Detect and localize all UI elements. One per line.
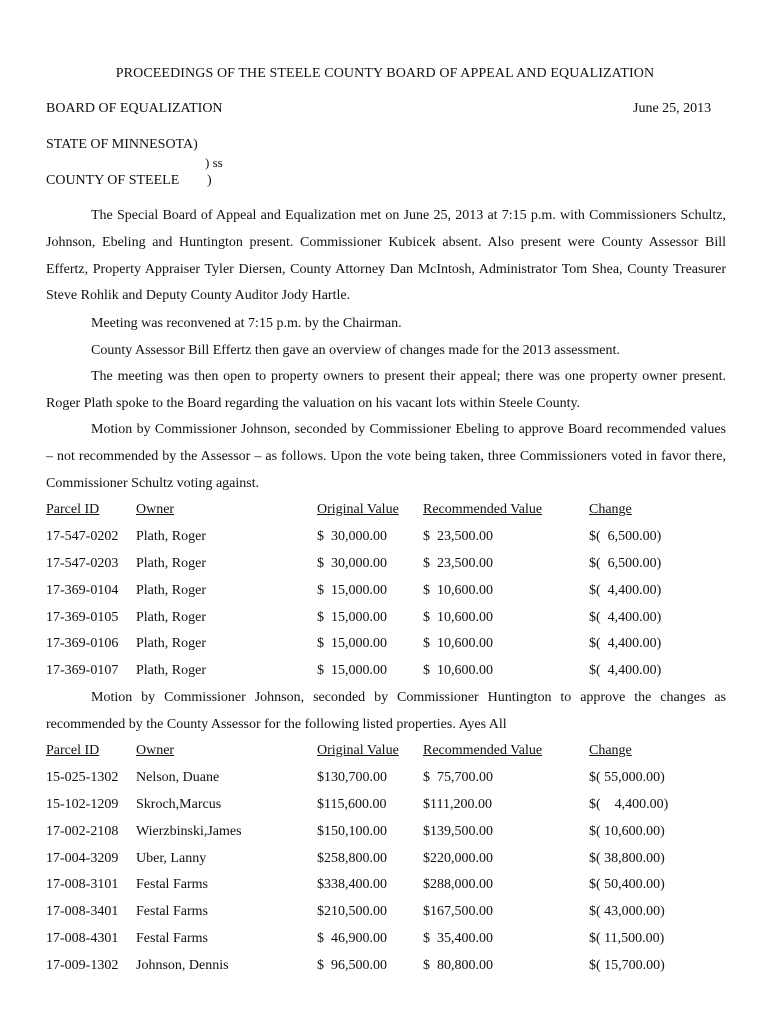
table-row (46, 577, 679, 604)
parcel-id-cell: 17-008-4301 (46, 930, 119, 946)
change-cell: $( 4,400.00) (589, 609, 662, 625)
parcel-id-cell: 17-004-3209 (46, 850, 119, 866)
parcel-id-cell: 17-369-0107 (46, 663, 119, 679)
venue-state: STATE OF MINNESOTA) (46, 137, 198, 152)
original-value-cell: $130,700.00 (317, 770, 387, 786)
col-recommended-value: Recommended Value (423, 743, 543, 759)
table-row (46, 926, 679, 953)
table-row (46, 845, 679, 872)
table-row (46, 631, 679, 658)
original-value-cell: $258,800.00 (317, 850, 387, 866)
assessor-recommended-table (46, 738, 679, 979)
parcel-id-cell: 15-102-1209 (46, 796, 119, 812)
original-value-cell: $ 30,000.00 (317, 555, 387, 571)
recommended-value-cell: $ 75,700.00 (423, 770, 493, 786)
motion2-paragraph (46, 685, 726, 739)
parcel-id-cell: 17-369-0106 (46, 636, 119, 652)
venue-ss: ) ss (205, 155, 223, 170)
change-cell: $( 43,000.00) (589, 904, 665, 920)
table-row (46, 818, 679, 845)
assessor-recommended-rows (46, 765, 679, 979)
change-cell: $( 38,800.00) (589, 850, 665, 866)
parcel-id-cell: 15-025-1302 (46, 770, 119, 786)
original-value-cell: $150,100.00 (317, 823, 387, 839)
original-value-cell: $ 15,000.00 (317, 609, 387, 625)
owner-cell: Wierzbinski,James (136, 823, 242, 839)
table-row (46, 872, 679, 899)
parcel-id-cell: 17-369-0105 (46, 609, 119, 625)
open-paragraph (46, 364, 726, 418)
venue-county-paren: ) (207, 173, 212, 188)
original-value-cell: $ 15,000.00 (317, 636, 387, 652)
original-value-cell: $ 30,000.00 (317, 529, 387, 545)
motion1-text: Motion by Commissioner Johnson, seconded by Commissioner Ebeling to approve Board recommended values – not recommended by the Assessor – as follows. Upon the vote being taken, three Commissioners voted in favor there, Commissioner Schultz voting against. (46, 422, 726, 491)
motion2-text: Motion by Commissioner Johnson, seconded by Commissioner Huntington to approve the changes as recommended by the County Assessor for the following listed properties. Ayes All (46, 690, 726, 732)
table-row (46, 952, 679, 979)
parcel-id-cell: 17-547-0202 (46, 529, 119, 545)
change-cell: $( 4,400.00) (589, 582, 662, 598)
owner-cell: Plath, Roger (136, 529, 206, 545)
col-change: Change (589, 502, 632, 518)
change-cell: $( 11,500.00) (589, 930, 665, 946)
owner-cell: Plath, Roger (136, 582, 206, 598)
parcel-id-cell: 17-008-3101 (46, 877, 119, 893)
parcel-id-cell: 17-009-1302 (46, 957, 119, 973)
recommended-value-cell: $167,500.00 (423, 904, 493, 920)
recommended-value-cell: $139,500.00 (423, 823, 493, 839)
recommended-value-cell: $ 80,800.00 (423, 957, 493, 973)
owner-cell: Festal Farms (136, 930, 208, 946)
original-value-cell: $115,600.00 (317, 796, 387, 812)
owner-cell: Festal Farms (136, 904, 208, 920)
owner-cell: Festal Farms (136, 877, 208, 893)
owner-cell: Johnson, Dennis (136, 957, 229, 973)
col-parcel-id: Parcel ID (46, 502, 100, 518)
original-value-cell: $ 96,500.00 (317, 957, 387, 973)
col-parcel-id: Parcel ID (46, 743, 100, 759)
change-cell: $( 4,400.00) (589, 796, 669, 812)
document-title: PROCEEDINGS OF THE STEELE COUNTY BOARD OF APPEAL AND EQUALIZATION (115, 66, 655, 81)
owner-cell: Plath, Roger (136, 609, 206, 625)
recommended-value-cell: $ 23,500.00 (423, 555, 493, 571)
recommended-value-cell: $ 10,600.00 (423, 582, 493, 598)
table-header-row (46, 497, 679, 524)
col-owner: Owner (136, 743, 175, 759)
table-row (46, 658, 679, 685)
parcel-id-cell: 17-008-3401 (46, 904, 119, 920)
table-row (46, 524, 679, 551)
change-cell: $( 50,400.00) (589, 877, 665, 893)
change-cell: $( 4,400.00) (589, 663, 662, 679)
overview-line: County Assessor Bill Effertz then gave an overview of changes made for the 2013 assessment. (91, 343, 620, 358)
motion1-paragraph (46, 417, 726, 497)
change-cell: $( 55,000.00) (589, 770, 665, 786)
col-owner: Owner (136, 502, 175, 518)
board-recommended-table (46, 497, 679, 685)
col-original-value: Original Value (317, 502, 399, 518)
board-heading: BOARD OF EQUALIZATION (46, 101, 223, 116)
recommended-value-cell: $ 10,600.00 (423, 636, 493, 652)
meeting-date: June 25, 2013 (633, 101, 712, 116)
original-value-cell: $ 46,900.00 (317, 930, 387, 946)
change-cell: $( 4,400.00) (589, 636, 662, 652)
recommended-value-cell: $220,000.00 (423, 850, 493, 866)
original-value-cell: $ 15,000.00 (317, 582, 387, 598)
owner-cell: Skroch,Marcus (136, 796, 222, 812)
table-row (46, 551, 679, 578)
table-row (46, 765, 679, 792)
reconvened-line: Meeting was reconvened at 7:15 p.m. by the Chairman. (91, 316, 402, 331)
open-text: The meeting was then open to property owners to present their appeal; there was one property owner present. Roger Plath spoke to the Board regarding the valuation on his vacant lots within Steele County. (46, 369, 726, 411)
change-cell: $( 6,500.00) (589, 555, 662, 571)
original-value-cell: $210,500.00 (317, 904, 387, 920)
col-original-value: Original Value (317, 743, 399, 759)
change-cell: $( 15,700.00) (589, 957, 665, 973)
col-recommended-value: Recommended Value (423, 502, 543, 518)
recommended-value-cell: $111,200.00 (423, 796, 492, 812)
original-value-cell: $338,400.00 (317, 877, 387, 893)
table-row (46, 899, 679, 926)
recommended-value-cell: $288,000.00 (423, 877, 493, 893)
change-cell: $( 10,600.00) (589, 823, 665, 839)
parcel-id-cell: 17-547-0203 (46, 555, 119, 571)
intro-text: The Special Board of Appeal and Equalization met on June 25, 2013 at 7:15 p.m. with Commissioners Schultz, Johnson, Ebeling and Huntington present. Commissioner Kubicek absent. Also present were County Assessor Bill Effertz, Property Appraiser Tyler Diersen, County Attorney Dan McIntosh, Administrator Tom Shea, County Treasurer Steve Rohlik and Deputy County Auditor Jody Hartle. (46, 208, 726, 304)
owner-cell: Plath, Roger (136, 636, 206, 652)
change-cell: $( 6,500.00) (589, 529, 662, 545)
owner-cell: Uber, Lanny (136, 850, 207, 866)
table-row (46, 792, 679, 819)
owner-cell: Plath, Roger (136, 555, 206, 571)
owner-cell: Plath, Roger (136, 663, 206, 679)
original-value-cell: $ 15,000.00 (317, 663, 387, 679)
recommended-value-cell: $ 23,500.00 (423, 529, 493, 545)
col-change: Change (589, 743, 632, 759)
parcel-id-cell: 17-002-2108 (46, 823, 119, 839)
recommended-value-cell: $ 10,600.00 (423, 609, 493, 625)
parcel-id-cell: 17-369-0104 (46, 582, 119, 598)
table-row (46, 604, 679, 631)
intro-paragraph (46, 203, 726, 310)
table-header-row (46, 738, 679, 765)
recommended-value-cell: $ 35,400.00 (423, 930, 493, 946)
recommended-value-cell: $ 10,600.00 (423, 663, 493, 679)
owner-cell: Nelson, Duane (136, 770, 220, 786)
board-recommended-rows (46, 524, 679, 685)
venue-county: COUNTY OF STEELE (46, 173, 180, 188)
